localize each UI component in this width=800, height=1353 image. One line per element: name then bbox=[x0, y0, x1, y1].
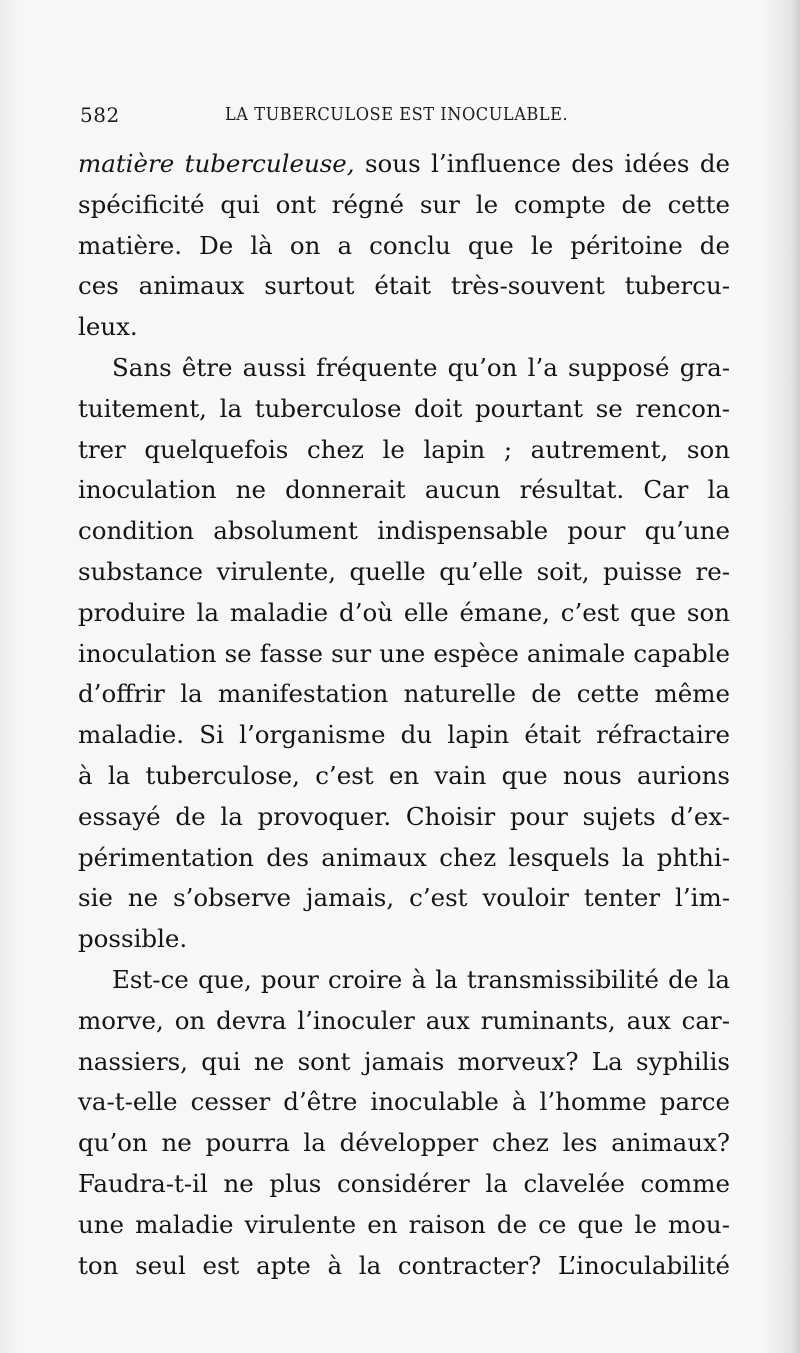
text-line: trer quelquefois chez le lapin ; autrement, son bbox=[78, 434, 730, 464]
text-line: produire la maladie d’où elle émane, c’est que son bbox=[78, 597, 730, 627]
text-line: nassiers, qui ne sont jamais morveux? La syphilis bbox=[78, 1046, 730, 1076]
text-line: qu’on ne pourra la développer chez les animaux? bbox=[78, 1128, 730, 1158]
paragraph bbox=[78, 144, 730, 348]
text-line: à la tuberculose, c’est en vain que nous aurions bbox=[78, 760, 730, 790]
text-line: ton seul est apte à la contracter? L’inoculabilité bbox=[78, 1250, 730, 1280]
text-line: tuitement, la tuberculose doit pourtant se rencon- bbox=[78, 393, 730, 423]
text-line: Faudra-t-il ne plus considérer la clavelée comme bbox=[78, 1168, 730, 1198]
text-line: inoculation se fasse sur une espèce animale capable bbox=[78, 638, 730, 668]
text-line: ces animaux surtout était très-souvent tubercu- bbox=[78, 271, 730, 301]
text-line: substance virulente, quelle qu’elle soit, puisse re- bbox=[78, 556, 730, 586]
text-line: une maladie virulente en raison de ce que le mou- bbox=[78, 1209, 730, 1239]
text-line: possible. bbox=[78, 924, 188, 954]
text-line: d’offrir la manifestation naturelle de cette même bbox=[78, 679, 730, 709]
running-title: LA TUBERCULOSE EST INOCULABLE. bbox=[225, 104, 569, 125]
body-text bbox=[78, 144, 730, 1286]
text-line: va-t-elle cesser d’être inoculable à l’homme parce bbox=[78, 1087, 730, 1117]
text-line: morve, on devra l’inoculer aux ruminants, aux car- bbox=[78, 1005, 730, 1035]
text-line: sie ne s’observe jamais, c’est vouloir tenter l’im- bbox=[78, 883, 730, 913]
text-line: inoculation ne donnerait aucun résultat. Car la bbox=[78, 475, 730, 505]
text-line: matière. De là on a conclu que le péritoine de bbox=[78, 230, 730, 260]
page-header bbox=[80, 101, 740, 133]
text-line: Est-ce que, pour croire à la transmissibilité de la bbox=[112, 964, 730, 994]
page-number: 582 bbox=[80, 103, 120, 127]
italic-phrase: matière tuberculeuse, bbox=[78, 149, 355, 178]
text-line: condition absolument indispensable pour qu’une bbox=[78, 516, 730, 546]
text-span: sous l’influence des idées de bbox=[354, 149, 730, 178]
text-line: leux. bbox=[78, 312, 138, 342]
text-line: essayé de la provoquer. Choisir pour sujets d’ex- bbox=[78, 801, 730, 831]
paragraph bbox=[78, 960, 730, 1286]
text-line: Sans être aussi fréquente qu’on l’a supposé gra- bbox=[112, 352, 730, 382]
text-line bbox=[78, 144, 730, 185]
text-line: spécificité qui ont régné sur le compte de cette bbox=[78, 189, 730, 219]
text-line: périmentation des animaux chez lesquels la phthi- bbox=[78, 842, 730, 872]
text-line: maladie. Si l’organisme du lapin était réfractaire bbox=[78, 720, 730, 750]
paragraph bbox=[78, 348, 730, 960]
